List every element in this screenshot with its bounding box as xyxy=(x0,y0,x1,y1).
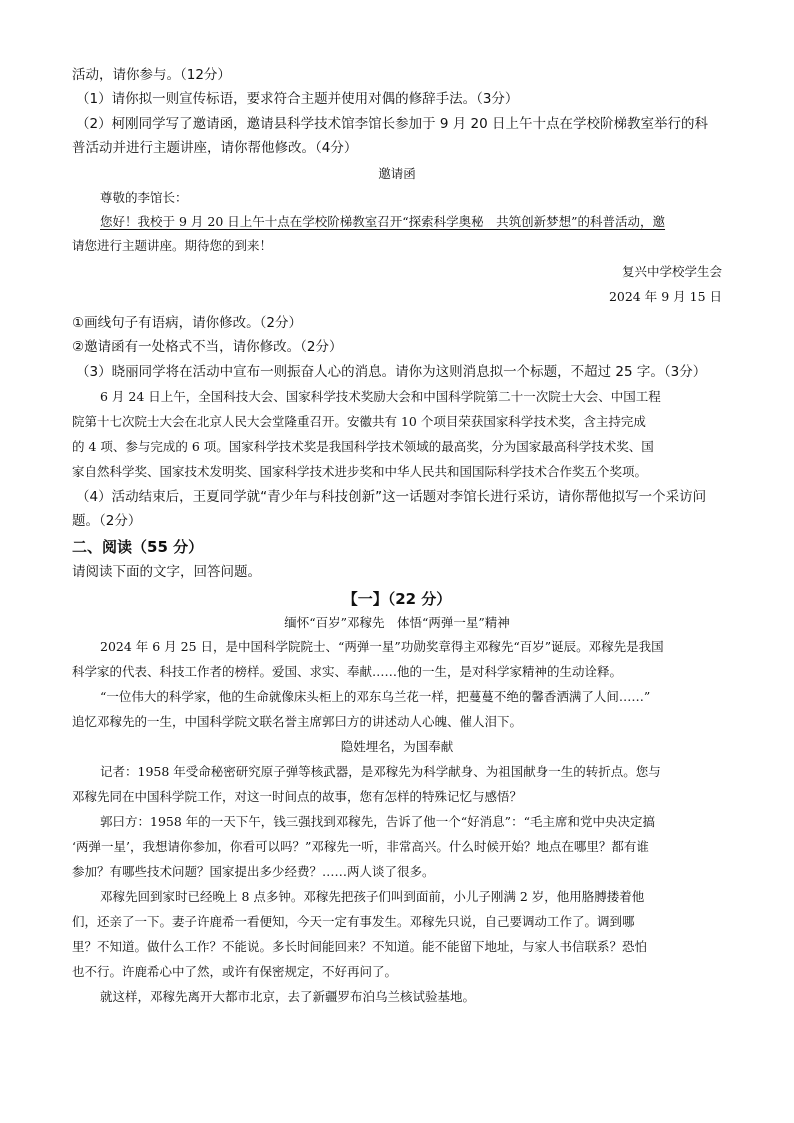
article-p4-line-3: 参加？有哪些技术问题？国家提出多少经费？……两人谈了很多。 xyxy=(72,864,435,879)
article-p2-line-2: 追忆邓稼先的一生，中国科学院文联名誉主席郭曰方的讲述动人心魄、催人泪下。 xyxy=(72,714,523,729)
news-line-4: 家自然科学奖、国家技术发明奖、国家科学技术进步奖和中华人民共和国国际科学技术合作奖五个奖项。 xyxy=(72,464,648,479)
article-p5-line-4: 也不行。许鹿希心中了然，或许有保密规定，不好再问了。 xyxy=(72,964,398,979)
invitation-body-line-1 xyxy=(100,211,722,233)
article-p2-line-1: “一位伟大的科学家，他的生命就像床头柜上的邓东乌兰花一样，把蔓蔓不绝的馨香洒满了人间……” xyxy=(100,689,651,704)
text-line: 活动，请你参与。（12分） xyxy=(72,67,231,83)
article-title: 缅怀“百岁”邓稼先 体悟“两弹一星”精神 xyxy=(284,615,510,630)
part-heading: 【一】（22 分） xyxy=(342,590,452,608)
question-4-line-2: 题。（2分） xyxy=(72,513,142,529)
invitation-body-line-1-text: 您好！我校于 9 月 20 日上午十点在学校阶梯教室召开“探索科学奥秘 共筑创新梦想”的科普活动，邀 xyxy=(100,214,666,229)
question-1: （1）请你拟一则宣传标语，要求符合主题并使用对偶的修辞手法。（3分） xyxy=(76,91,519,107)
article-p5-line-1: 邓稼先回到家时已经晚上 8 点多钟。邓稼先把孩子们叫到面前，小儿子刚满 2 岁，他用胳膊搂着他 xyxy=(100,889,645,904)
question-3: （3）晓丽同学将在活动中宣布一则振奋人心的消息。请你为这则消息拟一个标题，不超过 25 字。（3分） xyxy=(76,364,707,380)
article-p5-line-3: 里？不知道。做什么工作？不能说。多长时间能回来？不知道。能不能留下地址，与家人书信联系？恐怕 xyxy=(72,939,648,954)
article-p3-line-2: 邓稼先同在中国科学院工作，对这一时间点的故事，您有怎样的特殊记忆与感悟？ xyxy=(72,789,523,804)
article-p4-line-2: ‘两弹一星’，我想请你参加，你看可以吗？”邓稼先一听，非常高兴。什么时候开始？地点在哪里？都有谁 xyxy=(72,839,649,854)
invitation-body-line-2: 请您进行主题讲座。期待您的到来！ xyxy=(72,238,273,253)
question-4-line-1: （4）活动结束后，王夏同学就“青少年与科技创新”这一话题对李馆长进行采访，请你帮他拟写一个采访问 xyxy=(76,489,707,505)
question-2-line-1: （2）柯刚同学写了邀请函，邀请县科学技术馆李馆长参加于 9 月 20 日上午十点在学校阶梯教室举行的科 xyxy=(76,116,709,132)
article-p5-line-2: 们，还亲了一下。妻子许鹿希一看便知，今天一定有事发生。邓稼先只说，自己要调动工作了。调到哪 xyxy=(72,914,635,929)
question-2-line-2: 普活动并进行主题讲座，请你帮他修改。（4分） xyxy=(72,140,358,156)
invitation-salutation: 尊敬的李馆长： xyxy=(100,190,188,205)
news-line-1: 6 月 24 日上午，全国科技大会、国家科学技术奖励大会和中国科学院第二十一次院士大会、中国工程 xyxy=(100,389,661,404)
news-line-2: 院第十七次院士大会在北京人民大会堂隆重召开。安徽共有 10 个项目荣获国家科学技术奖，含主持完成 xyxy=(72,414,646,429)
article-subtitle: 隐姓埋名，为国奉献 xyxy=(340,739,454,754)
article-p1-line-1: 2024 年 6 月 25 日，是中国科学院院士、“两弹一星”功勋奖章得主邓稼先“百岁”诞辰。邓稼先是我国 xyxy=(100,639,664,654)
article-p6-line-1: 就这样，邓稼先离开大都市北京，去了新疆罗布泊乌兰核试验基地。 xyxy=(100,989,476,1004)
article-p4-line-1: 郭曰方：1958 年的一天下午，钱三强找到邓稼先，告诉了他一个“好消息”：“毛主席和党中央决定搞 xyxy=(100,814,655,829)
article-p1-line-2: 科学家的代表、科技工作者的榜样。爱国、求实、奉献……他的一生，是对科学家精神的生动诠释。 xyxy=(72,664,623,679)
news-line-3: 的 4 项、参与完成的 6 项。国家科学技术奖是我国科学技术领域的最高奖，分为国家最高科学技术奖、国 xyxy=(72,439,654,454)
section-heading: 二、阅读（55 分） xyxy=(72,538,204,556)
invitation-title: 邀请函 xyxy=(378,166,416,181)
article-p3-line-1: 记者：1958 年受命秘密研究原子弹等核武器，是邓稼先为科学献身、为祖国献身一生的转折点。您与 xyxy=(100,764,661,779)
sub-question-2: ②邀请函有一处格式不当，请你修改。（2分） xyxy=(72,339,343,355)
invitation-date: 2024 年 9 月 15 日 xyxy=(608,289,722,304)
invitation-signature: 复兴中学校学生会 xyxy=(621,264,722,279)
sub-question-1: ①画线句子有语病，请你修改。（2分） xyxy=(72,315,302,331)
section-instruction: 请阅读下面的文字，回答问题。 xyxy=(72,564,261,580)
